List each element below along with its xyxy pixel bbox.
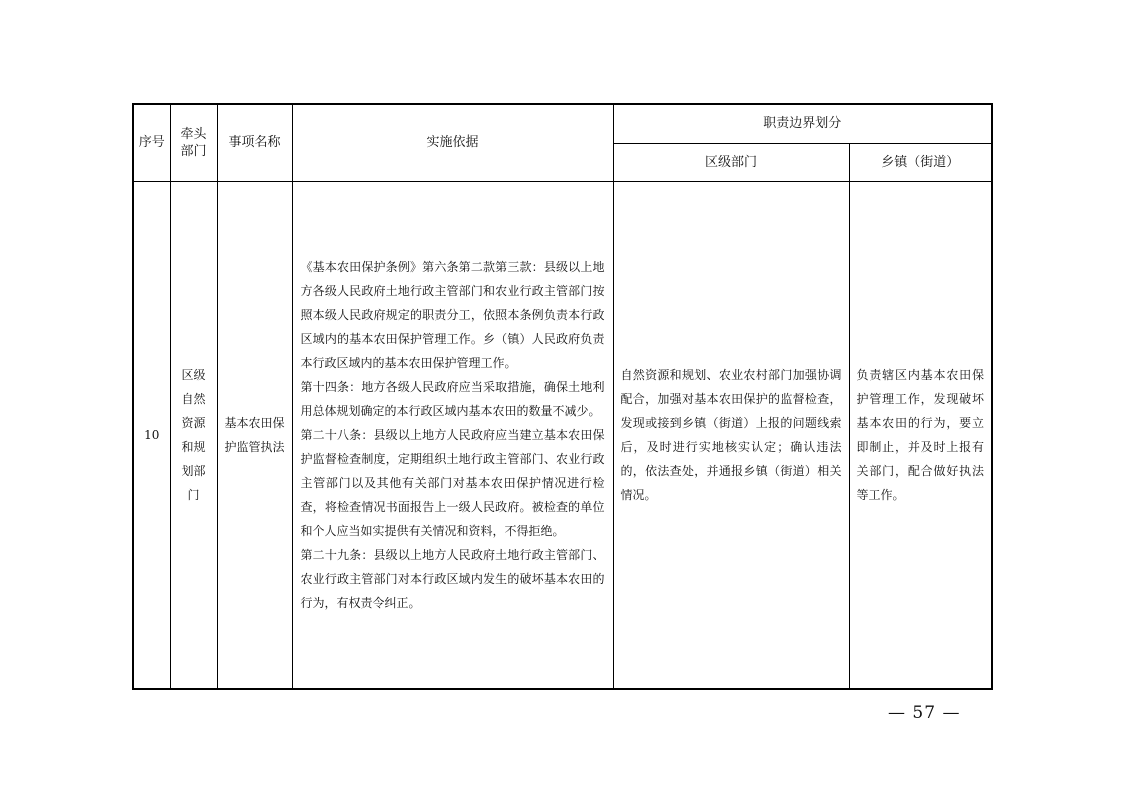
page-number: — 57 —	[888, 703, 961, 723]
row-index: 10	[133, 181, 170, 689]
header-basis: 实施依据	[292, 104, 613, 181]
header-lead-dept	[170, 104, 217, 181]
header-item-name: 事项名称	[217, 104, 292, 181]
header-row-top	[133, 104, 992, 143]
row-lead-dept	[170, 181, 217, 689]
row-basis	[292, 181, 613, 689]
responsibility-table	[132, 103, 993, 690]
basis-paragraph: 第二十八条：县级以上地方人民政府应当建立基本农田保护监督检查制度，定期组织土地行政主管部门、农业行政主管部门以及其他有关部门对基本农田保护情况进行检查，将检查情况书面报告上一级人民政府。被检查的单位和个人应当如实提供有关情况和资料，不得拒绝。	[300, 427, 605, 538]
header-district-dept: 区级部门	[613, 143, 849, 181]
row-lead-dept-text: 区级自然资源和规划部门	[181, 367, 206, 502]
basis-paragraph: 第十四条：地方各级人民政府应当采取措施，确保土地利用总体规划确定的本行政区域内基本农田的数量不减少。	[300, 379, 605, 418]
row-item-name: 基本农田保护监管执法	[217, 181, 292, 689]
header-index: 序号	[133, 104, 170, 181]
header-responsibility: 职责边界划分	[613, 104, 992, 143]
row-district-dept: 自然资源和规划、农业农村部门加强协调配合，加强对基本农田保护的监督检查，发现或接到乡镇（街道）上报的问题线索后，及时进行实地核实认定；确认违法的，依法查处，并通报乡镇（街道）相关情况。	[613, 181, 849, 689]
header-lead-dept-text: 牵头部门	[180, 126, 207, 159]
basis-paragraph: 第二十九条：县级以上地方人民政府土地行政主管部门、农业行政主管部门对本行政区域内发生的破坏基本农田的行为，有权责令纠正。	[300, 547, 605, 610]
header-township: 乡镇（街道）	[849, 143, 992, 181]
basis-paragraph: 《基本农田保护条例》第六条第二款第三款：县级以上地方各级人民政府土地行政主管部门和农业行政主管部门按照本级人民政府规定的职责分工，依照本条例负责本行政区域内的基本农田保护管理工作。乡（镇）人民政府负责本行政区域内的基本农田保护管理工作。	[300, 259, 605, 370]
row-township: 负责辖区内基本农田保护管理工作，发现破坏基本农田的行为，要立即制止，并及时上报有关部门，配合做好执法等工作。	[849, 181, 992, 689]
table-row	[133, 181, 992, 689]
